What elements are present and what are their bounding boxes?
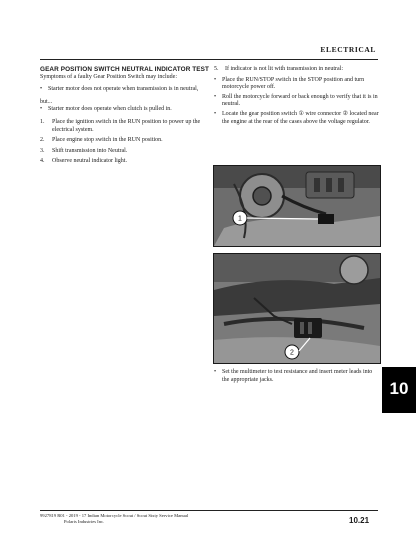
instruction-bullet: • Roll the motorcycle forward or back enough to verify that it is in neutral. xyxy=(214,94,380,109)
step-number: 2. xyxy=(40,137,45,144)
chapter-tab-number: 10 xyxy=(389,379,409,398)
engine-photo-switch-illustration xyxy=(214,166,380,246)
step-number: 5. xyxy=(214,66,219,72)
step-text: Place the ignition switch in the RUN position to power up the electrical system. xyxy=(52,118,201,133)
footer-text xyxy=(40,513,188,524)
step-number: 4. xyxy=(40,158,45,165)
callout-2: 2 xyxy=(290,349,294,357)
step-number: 1. xyxy=(40,118,45,125)
symptom-bullet: • Starter motor does operate when clutch is pulled in. xyxy=(40,106,210,114)
engine-photo-connector-illustration xyxy=(214,254,380,363)
engine-photo-switch xyxy=(213,165,381,247)
step-item xyxy=(40,158,210,166)
right-column xyxy=(214,66,380,128)
engine-photo-connector xyxy=(213,253,381,364)
instruction-bullet: • Place the RUN/STOP switch in the STOP position and turn motorcycle power off. xyxy=(214,77,380,92)
step-item xyxy=(40,119,210,134)
step-text: Observe neutral indicator light. xyxy=(52,158,127,165)
footer-rule xyxy=(40,510,378,511)
step-item xyxy=(214,66,380,74)
step-text: If indicator is not lit with transmission in neutral: xyxy=(225,66,343,72)
step-item xyxy=(40,148,210,156)
intro-text: Symptoms of a faulty Gear Position Switch may include: xyxy=(40,73,177,80)
section-header: ELECTRICAL xyxy=(320,45,376,54)
footer-line-1: 9927819 R01 - 2019 - 17 Indian Motorcycle Scout / Scout Sixty Service Manual xyxy=(40,513,189,518)
step-text: Shift transmission into Neutral. xyxy=(52,147,128,154)
step-text: Place engine stop switch in the RUN position. xyxy=(52,137,163,144)
footer-line-2: Polaris Industries Inc. xyxy=(64,518,105,524)
right-column-continued xyxy=(214,369,380,386)
callout-1: 1 xyxy=(238,215,242,223)
step-item xyxy=(40,137,210,145)
but-label: but... xyxy=(40,98,53,105)
step-number: 3. xyxy=(40,147,45,154)
instruction-bullet: • Locate the gear position switch ① wire connector ② located near the engine at the rear of the cases above the voltage regulator. xyxy=(214,111,380,126)
instruction-bullet: • Set the multimeter to test resistance and insert meter leads into the appropriate jacks. xyxy=(214,369,380,384)
page-number: 10.21 xyxy=(349,516,370,525)
header-rule xyxy=(40,59,378,60)
symptom-bullet: • Starter motor does not operate when transmission is in neutral, xyxy=(40,86,210,94)
section-title: GEAR POSITION SWITCH NEUTRAL INDICATOR TEST xyxy=(40,66,210,73)
left-column xyxy=(40,66,210,169)
